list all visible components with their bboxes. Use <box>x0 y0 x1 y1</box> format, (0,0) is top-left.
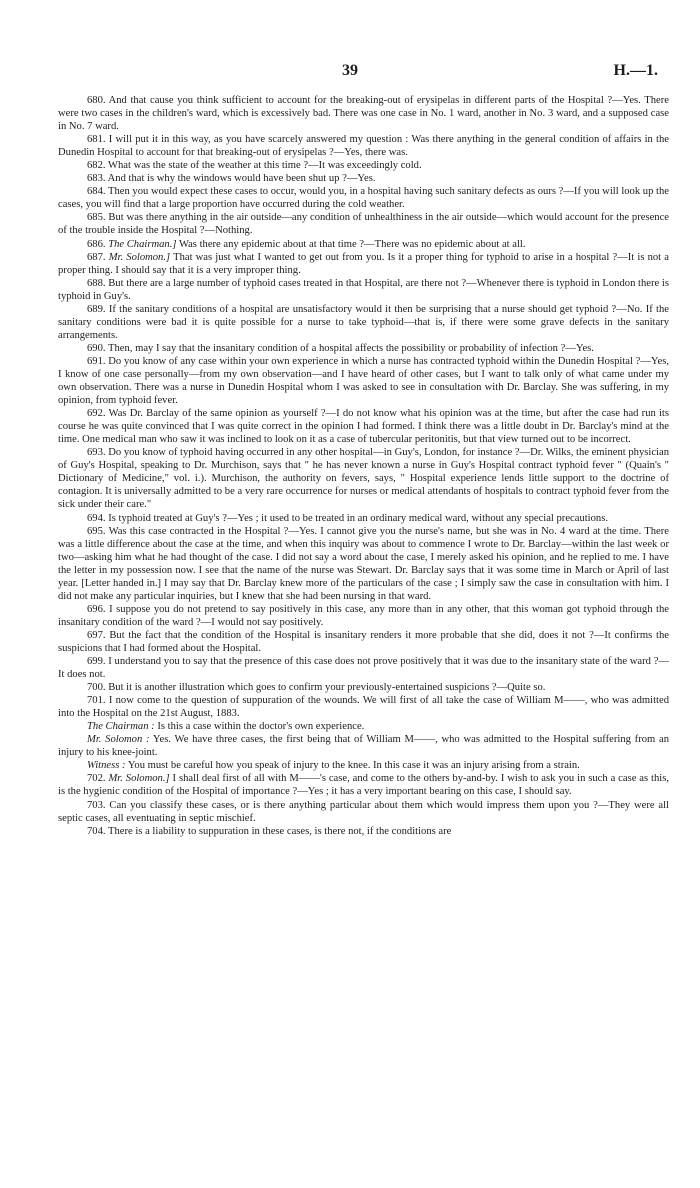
question-number: 692. <box>87 408 106 420</box>
question-number: 681. <box>87 134 106 146</box>
evidence-paragraph <box>58 159 669 172</box>
evidence-paragraph <box>58 733 669 759</box>
paragraph-text: That was just what I wanted to get out from you. Is it a proper thing for typhoid to arise in a hospital ?—It is not a proper thing. I should say that it is a very improper thing. <box>58 251 669 276</box>
evidence-text-body <box>58 94 669 838</box>
question-number: 699. <box>87 656 106 668</box>
evidence-paragraph <box>58 694 669 720</box>
speaker-name: The Chairman.] <box>108 238 177 250</box>
speaker-name: The Chairman : <box>87 721 155 733</box>
question-number: 702. <box>87 773 106 785</box>
paragraph-text: There is a liability to suppuration in these cases, is there not, if the conditions are <box>108 825 452 837</box>
question-number: 684. <box>87 186 106 198</box>
paragraph-text: And that is why the windows would have been shut up ?—Yes. <box>107 173 376 185</box>
paragraph-text: What was the state of the weather at this time ?—It was exceedingly cold. <box>108 160 422 172</box>
paragraph-text: I now come to the question of suppuration of the wounds. We will first of all take the case of William M——, who was admitted into the Hospital on the 21st August, 1883. <box>58 695 669 720</box>
paragraph-text: Do you know of any case within your own experience in which a nurse has contracted typhoid within the Dunedin Hospital ?—Yes, I know of one case personally—from my own observation—and I have heard of other cases, but I want to talk only of what came under my own observation. There was a nurse in Dunedin Hospital whom I was asked to see in consultation with Dr. Barclay. She was suffering, in my opinion, from typhoid fever. <box>58 355 669 407</box>
evidence-paragraph <box>58 211 669 237</box>
evidence-paragraph <box>58 772 669 798</box>
paragraph-text: But the fact that the condition of the Hospital is insanitary renders it more probable that she did, does it not ?—It confirms the suspicions that I had formed about the Hospital. <box>58 629 669 654</box>
question-number: 695. <box>87 525 106 537</box>
paragraph-text: Yes. We have three cases, the first being that of William M——, who was admitted to the Hospital suffering from an injury to his knee-joint. <box>58 734 670 759</box>
paragraph-text: I suppose you do not pretend to say positively in this case, any more than in any other, that this woman got typhoid through the insanitary condition of the ward ?—I would not say positively. <box>58 603 669 628</box>
question-number: 700. <box>87 682 106 694</box>
paragraph-text: And that cause you think sufficient to account for the breaking-out of erysipelas in different parts of the Hospital ?—Yes. There were two cases in the children's ward, which is excessively bad. There was one case in No. 1 ward, another in No. 3 ward, and a supposed case in No. 7 ward. <box>58 95 669 133</box>
paragraph-text: I understand you to say that the presence of this case does not prove positively that it was due to the insanitary state of the ward ?—It does not. <box>58 656 669 681</box>
question-number: 690. <box>87 342 106 354</box>
question-number: 703. <box>87 799 106 811</box>
document-reference: H.—1. <box>613 62 658 79</box>
evidence-paragraph <box>58 512 669 525</box>
paragraph-text: But there are a large number of typhoid cases treated in that Hospital, are there not ?—Whenever there is typhoid in London there is typhoid in Guy's. <box>58 277 669 302</box>
evidence-paragraph <box>58 277 669 303</box>
page-number: 39 <box>342 62 358 79</box>
evidence-paragraph <box>58 759 669 772</box>
question-number: 691. <box>87 355 106 367</box>
question-number: 680. <box>87 95 106 106</box>
question-number: 689. <box>87 303 106 315</box>
paragraph-text: Is typhoid treated at Guy's ?—Yes ; it used to be treated in an ordinary medical ward, without any special precautions. <box>108 512 608 524</box>
paragraph-text: Do you know of typhoid having occurred in any other hospital—in Guy's, London, for instance ?—Dr. Wilks, the eminent physician of Guy's Hospital, speaking to Dr. Murchison, says that " he has never known a nurse in Guy's Hospital contract typhoid fever " (Quain's " Dictionary of Medicine," vol. i.). Murchison, the authority on fevers, says, " Hospital experience lends little support to the doctrine of contagion. It is universally admitted to be a very rare occurrence for nurses or medical attendants of hospitals to contract typhoid fever from the sick under their care." <box>58 447 669 511</box>
paragraph-text: Was Dr. Barclay of the same opinion as yourself ?—I do not know what his opinion was at the time, but after the case had run its course he was quite convinced that I was quite correct in the opinion I had formed. I think there was a little doubt in Dr. Barclay's mind at the time. One medical man who saw it was inclined to look on it as a case of tubercular peritonitis, but that view turned out to be incorrect. <box>58 408 669 446</box>
evidence-paragraph <box>58 355 669 407</box>
evidence-paragraph <box>58 629 669 655</box>
evidence-paragraph <box>58 799 669 825</box>
paragraph-text: Then you would expect these cases to occur, would you, in a hospital having such sanitary defects as ours ?—If you will look up the cases, you will find that a large proportion have occurred during the cold weather. <box>58 186 669 211</box>
question-number: 683. <box>87 173 106 185</box>
paragraph-text: But it is another illustration which goes to confirm your previously-entertained suspicions ?—Quite so. <box>108 682 546 694</box>
evidence-paragraph <box>58 94 669 133</box>
question-number: 682. <box>87 160 106 172</box>
evidence-paragraph <box>58 133 669 159</box>
question-number: 697. <box>87 629 106 641</box>
question-number: 685. <box>87 212 106 224</box>
evidence-paragraph <box>58 303 669 342</box>
paragraph-text: I will put it in this way, as you have scarcely answered my question : Was there anything in the general condition of affairs in the Dunedin Hospital to account for that breaking-out of erysipelas ?—Yes, there was. <box>58 134 670 159</box>
paragraph-text: Was there any epidemic about at that time ?—There was no epidemic about at all. <box>178 238 526 250</box>
evidence-paragraph <box>58 720 669 733</box>
paragraph-text: Was this case contracted in the Hospital ?—Yes. I cannot give you the nurse's name, but she was in No. 4 ward at the time. There was a little difference about the case at the time, and when this inquiry was about to commence I wrote to Dr. Barclay—within the last week or two—asking him what he had thought of the case. I did not say a word about the case, I merely asked his opinion, and he replied to me. I have the letter in my possession now. I see that the name of the nurse was Stewart. Dr. Barclay says that it was some time in March or April of last year. [Letter handed in.] I may say that Dr. Barclay knew more of the particulars of the case ; I simply saw the case in consultation with him. I did not make any particular inquiries, but I knew that she had been nursing in that ward. <box>58 525 669 602</box>
paragraph-text: But was there anything in the air outside—any condition of unhealthiness in the air outside—which would account for the presence of the trouble inside the Hospital ?—Nothing. <box>58 212 669 237</box>
evidence-paragraph <box>58 251 669 277</box>
question-number: 687. <box>87 251 106 263</box>
evidence-paragraph <box>58 342 669 355</box>
paragraph-text: Is this a case within the doctor's own experience. <box>157 721 365 733</box>
speaker-name: Mr. Solomon : <box>87 734 150 746</box>
paragraph-text: You must be careful how you speak of injury to the knee. In this case it was an injury arising from a strain. <box>127 760 580 772</box>
question-number: 694. <box>87 512 106 524</box>
question-number: 701. <box>87 695 106 707</box>
paragraph-text: Then, may I say that the insanitary condition of a hospital affects the possibility or probability of infection ?—Yes. <box>108 342 594 354</box>
evidence-paragraph <box>58 603 669 629</box>
speaker-name: Witness : <box>87 760 126 772</box>
question-number: 688. <box>87 277 106 289</box>
speaker-name: Mr. Solomon.] <box>108 251 171 263</box>
paragraph-text: I shall deal first of all with M——'s case, and come to the others by-and-by. I wish to ask you in such a case as this, is the hygienic condition of the Hospital of importance ?—Yes ; it has a very important bearing on this case, I should say. <box>58 773 669 798</box>
evidence-paragraph <box>58 185 669 211</box>
question-number: 704. <box>87 825 106 837</box>
evidence-paragraph <box>58 681 669 694</box>
evidence-paragraph <box>58 172 669 185</box>
evidence-paragraph <box>58 446 669 511</box>
speaker-name: Mr. Solomon.] <box>108 773 170 785</box>
paragraph-text: If the sanitary conditions of a hospital are unsatisfactory would it then be surprising that a nurse should get typhoid ?—No. If the sanitary conditions were bad it is quite possible for a nurse to take typhoid—that is, if there were some grave defects in the sanitary arrangements. <box>58 303 669 341</box>
evidence-paragraph <box>58 825 669 838</box>
evidence-paragraph <box>58 407 669 446</box>
evidence-paragraph <box>58 238 669 251</box>
question-number: 686. <box>87 238 106 250</box>
evidence-paragraph <box>58 525 669 603</box>
question-number: 693. <box>87 447 106 459</box>
paragraph-text: Can you classify these cases, or is there anything particular about them which would impress them upon you ?—They were all septic cases, all eventuating in septic mischief. <box>58 799 669 824</box>
evidence-paragraph <box>58 655 669 681</box>
question-number: 696. <box>87 603 106 615</box>
